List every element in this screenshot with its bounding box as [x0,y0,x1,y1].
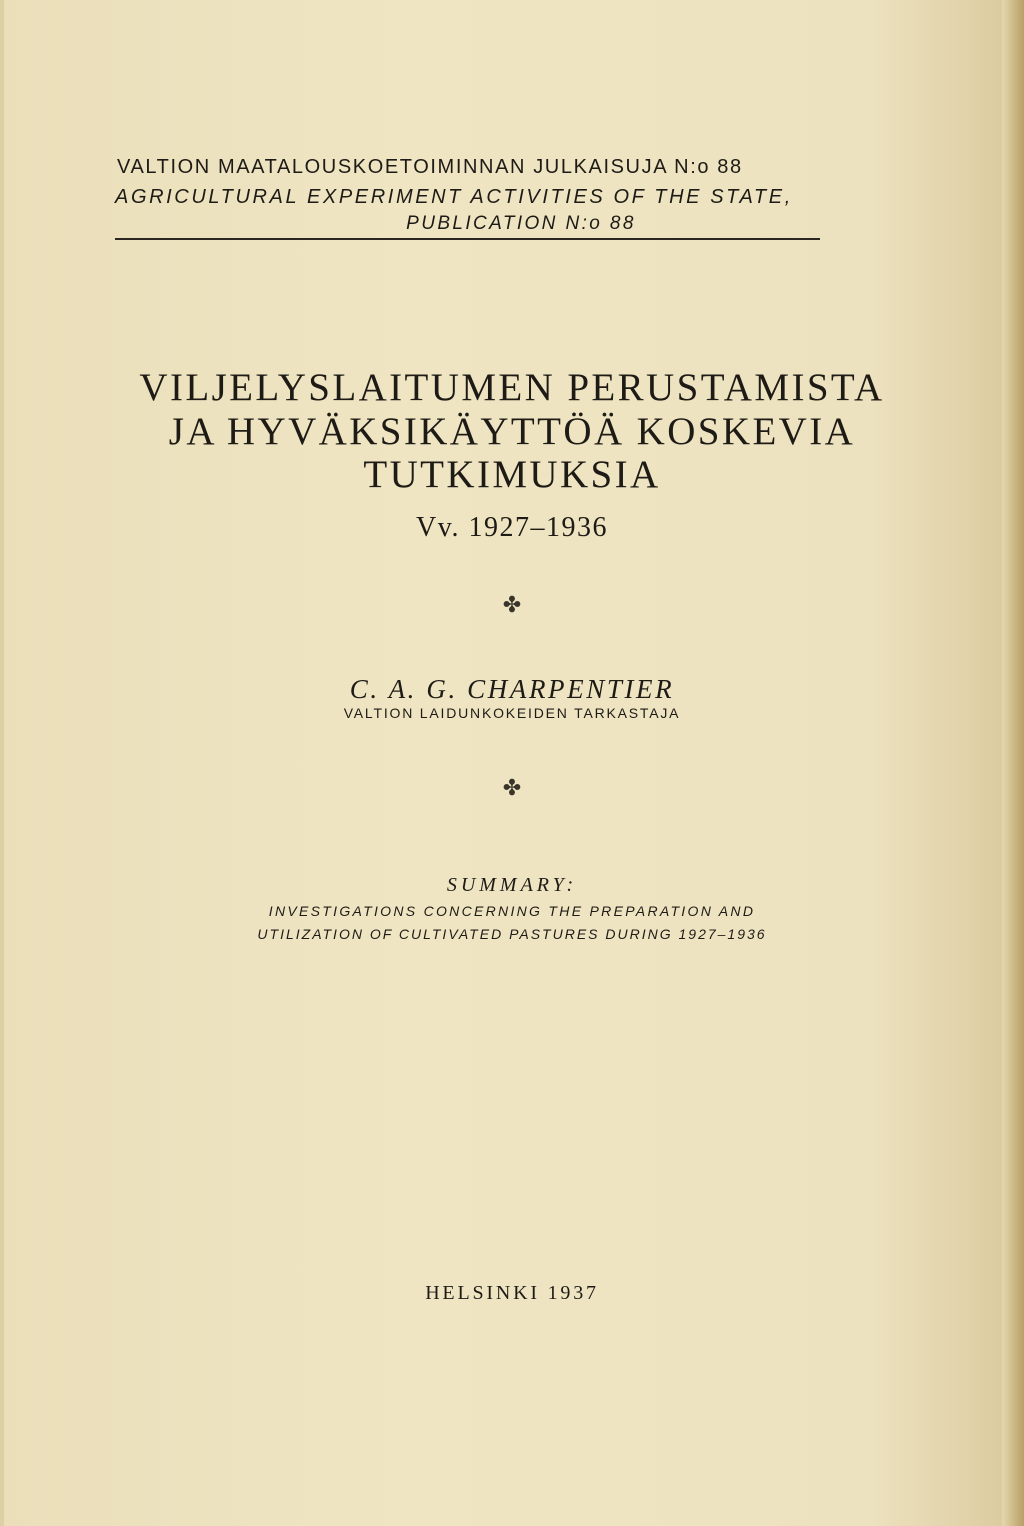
summary-line-2: UTILIZATION OF CULTIVATED PASTURES DURING 1927–1936 [257,926,767,942]
year-range: Vv. 1927–1936 [416,512,608,543]
main-title-line-3: TUTKIMUKSIA [363,453,661,496]
summary-line-1: INVESTIGATIONS CONCERNING THE PREPARATION AND [268,903,756,919]
series-title-english: AGRICULTURAL EXPERIMENT ACTIVITIES OF THE STATE, [115,186,793,208]
main-title-line-2: JA HYVÄKSIKÄYTTÖÄ KOSKEVIA [168,410,856,453]
ornament-icon: ✤ [502,775,522,800]
series-title-finnish: VALTION MAATALOUSKOETOIMINNAN JULKAISUJA N:o 88 [117,156,743,178]
summary-label: SUMMARY: [446,874,578,896]
main-title-line-1: VILJELYSLAITUMEN PERUSTAMISTA [139,366,885,409]
author-role: VALTION LAIDUNKOKEIDEN TARKASTAJA [343,705,681,721]
author-name: C. A. G. CHARPENTIER [349,674,675,704]
imprint: HELSINKI 1937 [425,1282,599,1304]
header-rule [115,238,820,240]
ornament-icon: ✤ [502,592,522,617]
series-publication-number: PUBLICATION N:o 88 [406,213,636,234]
